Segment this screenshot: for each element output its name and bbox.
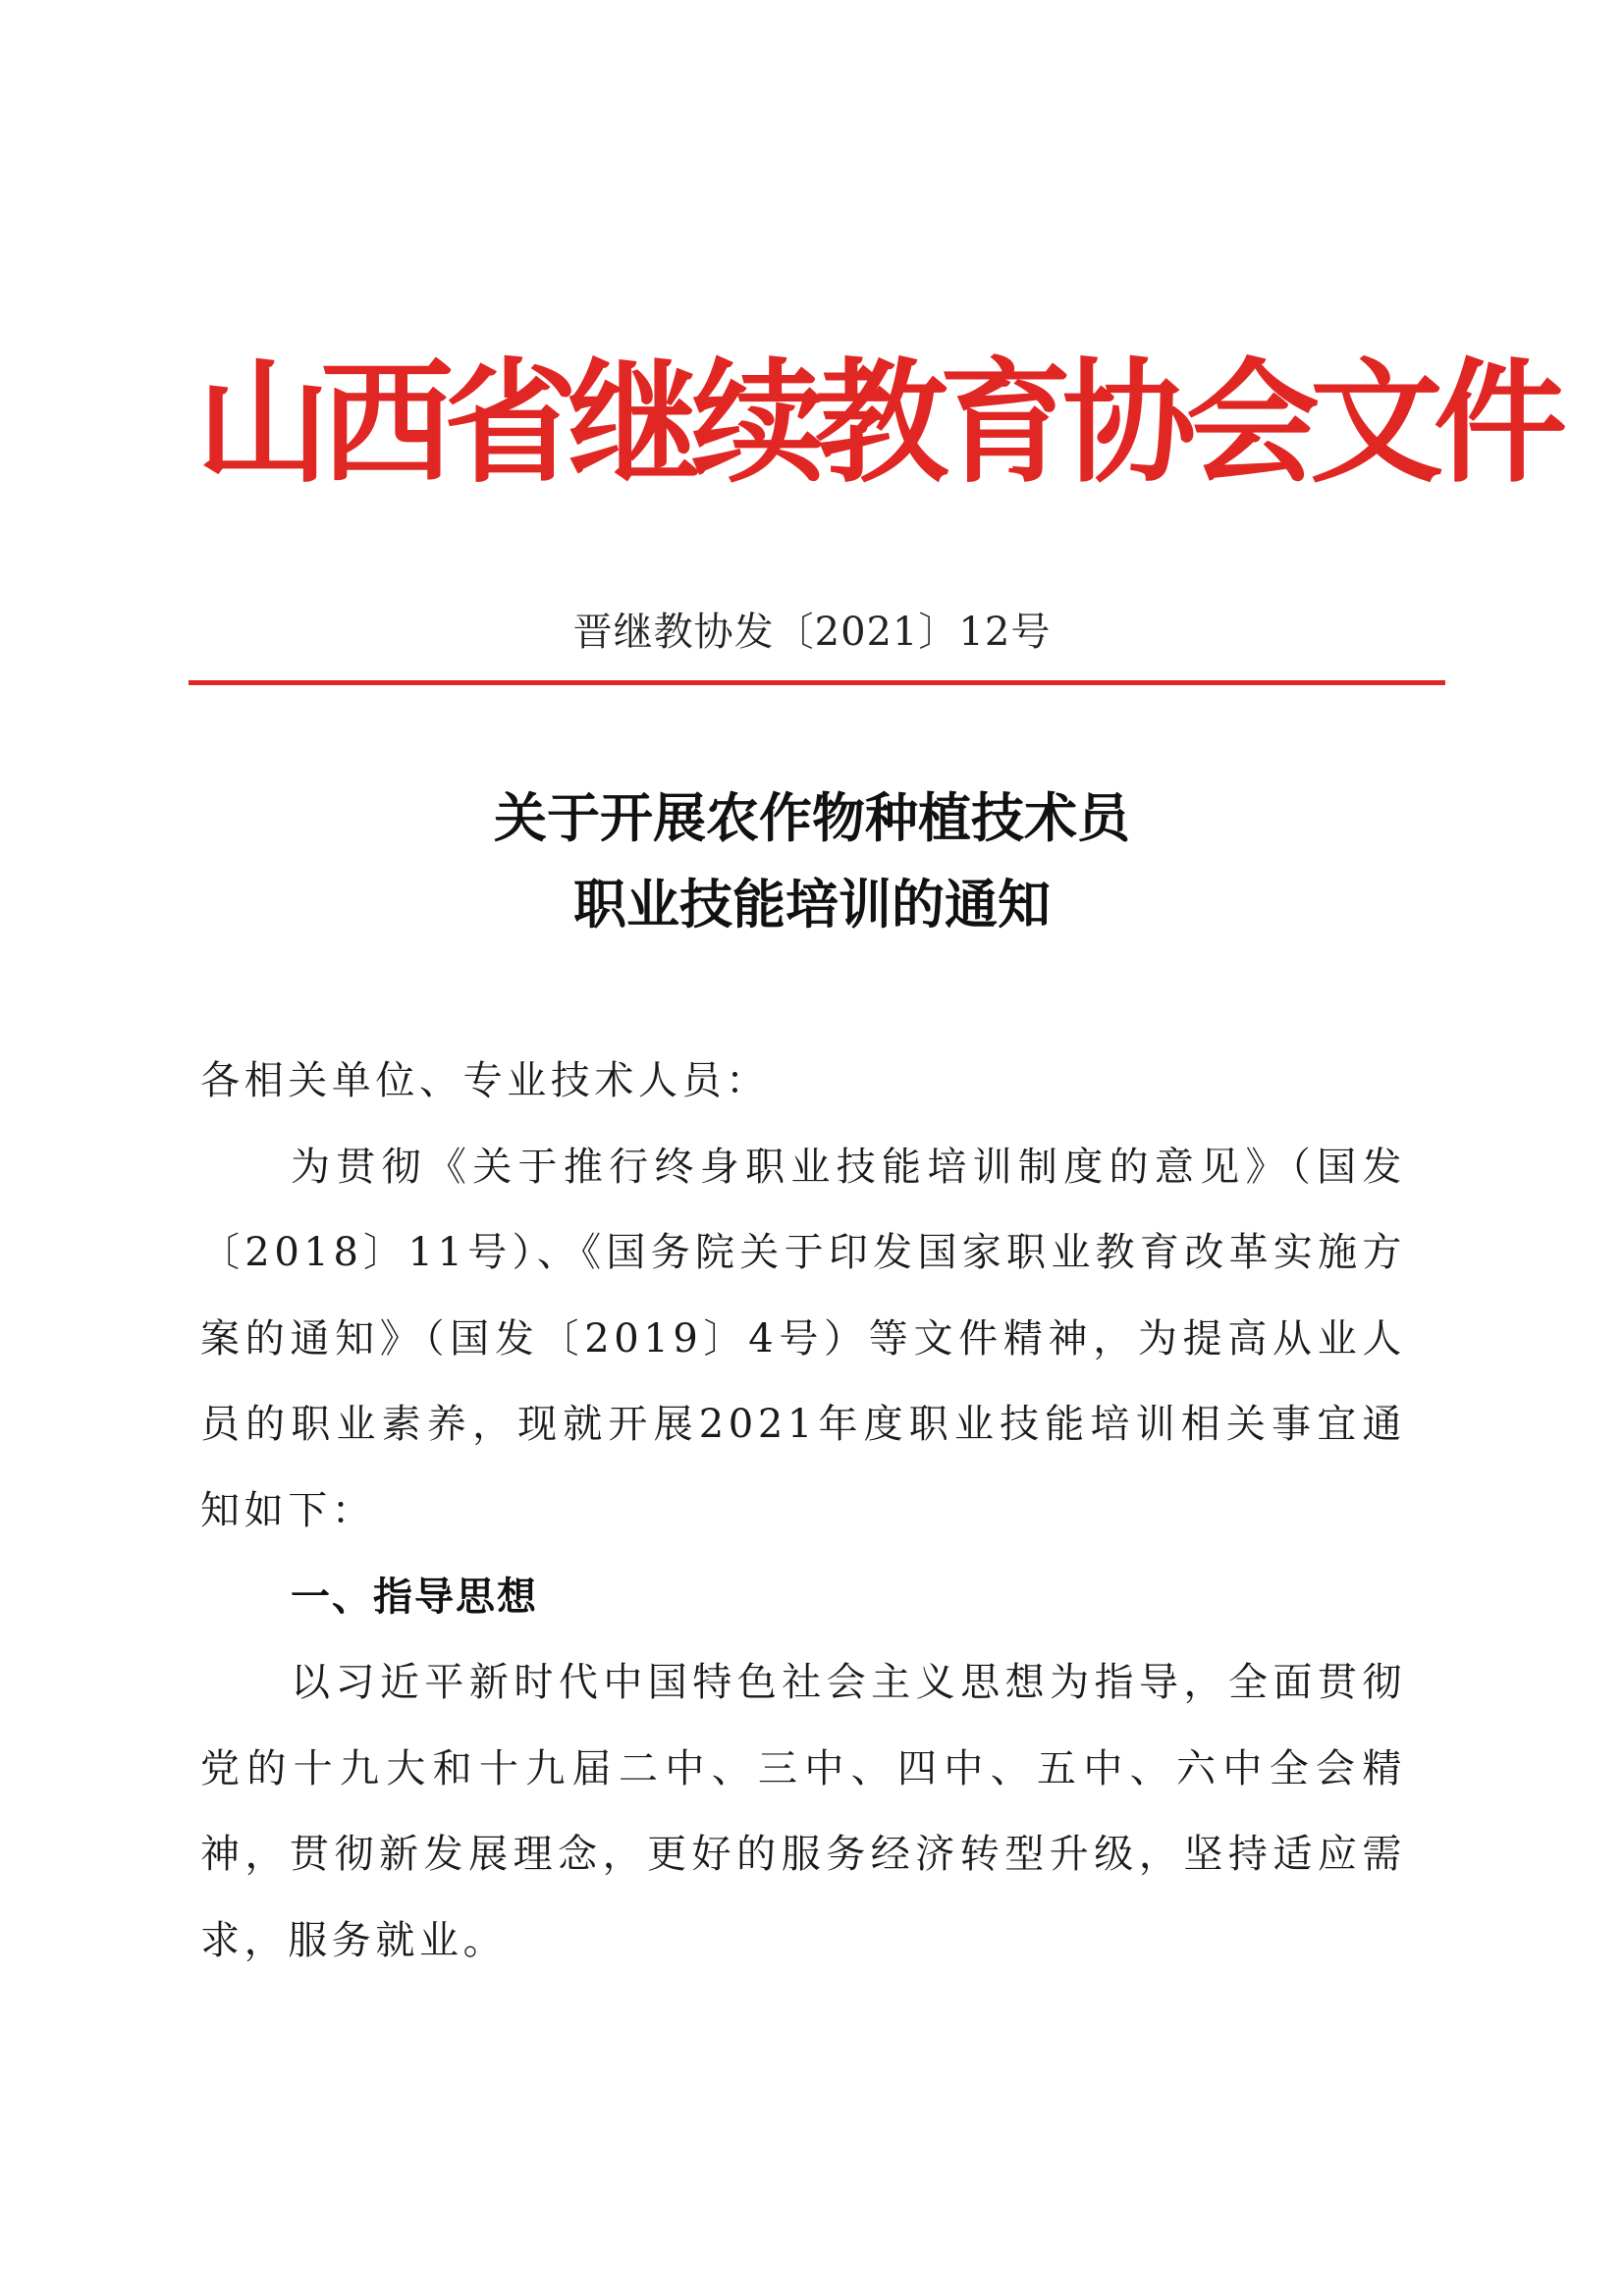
header-divider: [189, 680, 1445, 685]
org-title-char: 文: [1310, 347, 1443, 502]
org-document-title: [196, 346, 1567, 503]
salutation: 各相关单位、专业技术人员：: [200, 1058, 770, 1103]
notice-title: [0, 775, 1624, 948]
org-title-char: 山: [196, 347, 330, 502]
document-body: [200, 1039, 1406, 1985]
org-title-char: 协: [1062, 347, 1196, 502]
org-title-char: 续: [691, 347, 825, 502]
org-title-char: 西: [320, 347, 454, 502]
document-number: 晋继教协发〔2021〕12号: [572, 610, 1052, 655]
section-paragraph: 以习近平新时代中国特色社会主义思想为指导，全面贯彻党的十九大和十九届二中、三中、四中、五中、六中全会精神，贯彻新发展理念，更好的服务经济转型升级，坚持适应需求，服务就业。: [200, 1660, 1406, 1963]
section-heading: 一、指导思想: [291, 1574, 538, 1620]
org-title-char: 件: [1434, 347, 1567, 502]
org-title-char: 育: [939, 347, 1072, 502]
org-title-char: 会: [1186, 347, 1320, 502]
notice-title-line-1: 关于开展农作物种植技术员: [494, 787, 1130, 849]
notice-title-line-2: 职业技能培训的通知: [573, 874, 1051, 935]
org-title-char: 教: [815, 347, 948, 502]
org-title-char: 继: [568, 347, 701, 502]
org-title-char: 省: [444, 347, 577, 502]
intro-paragraph: 为贯彻《关于推行终身职业技能培训制度的意见》（国发〔2018〕11号）、《国务院关于印发国家职业教育改革实施方案的通知》（国发〔2019〕4号）等文件精神，为提高从业人员的职业素养，现就开展2021年度职业技能培训相关事宜通知如下：: [200, 1144, 1406, 1533]
